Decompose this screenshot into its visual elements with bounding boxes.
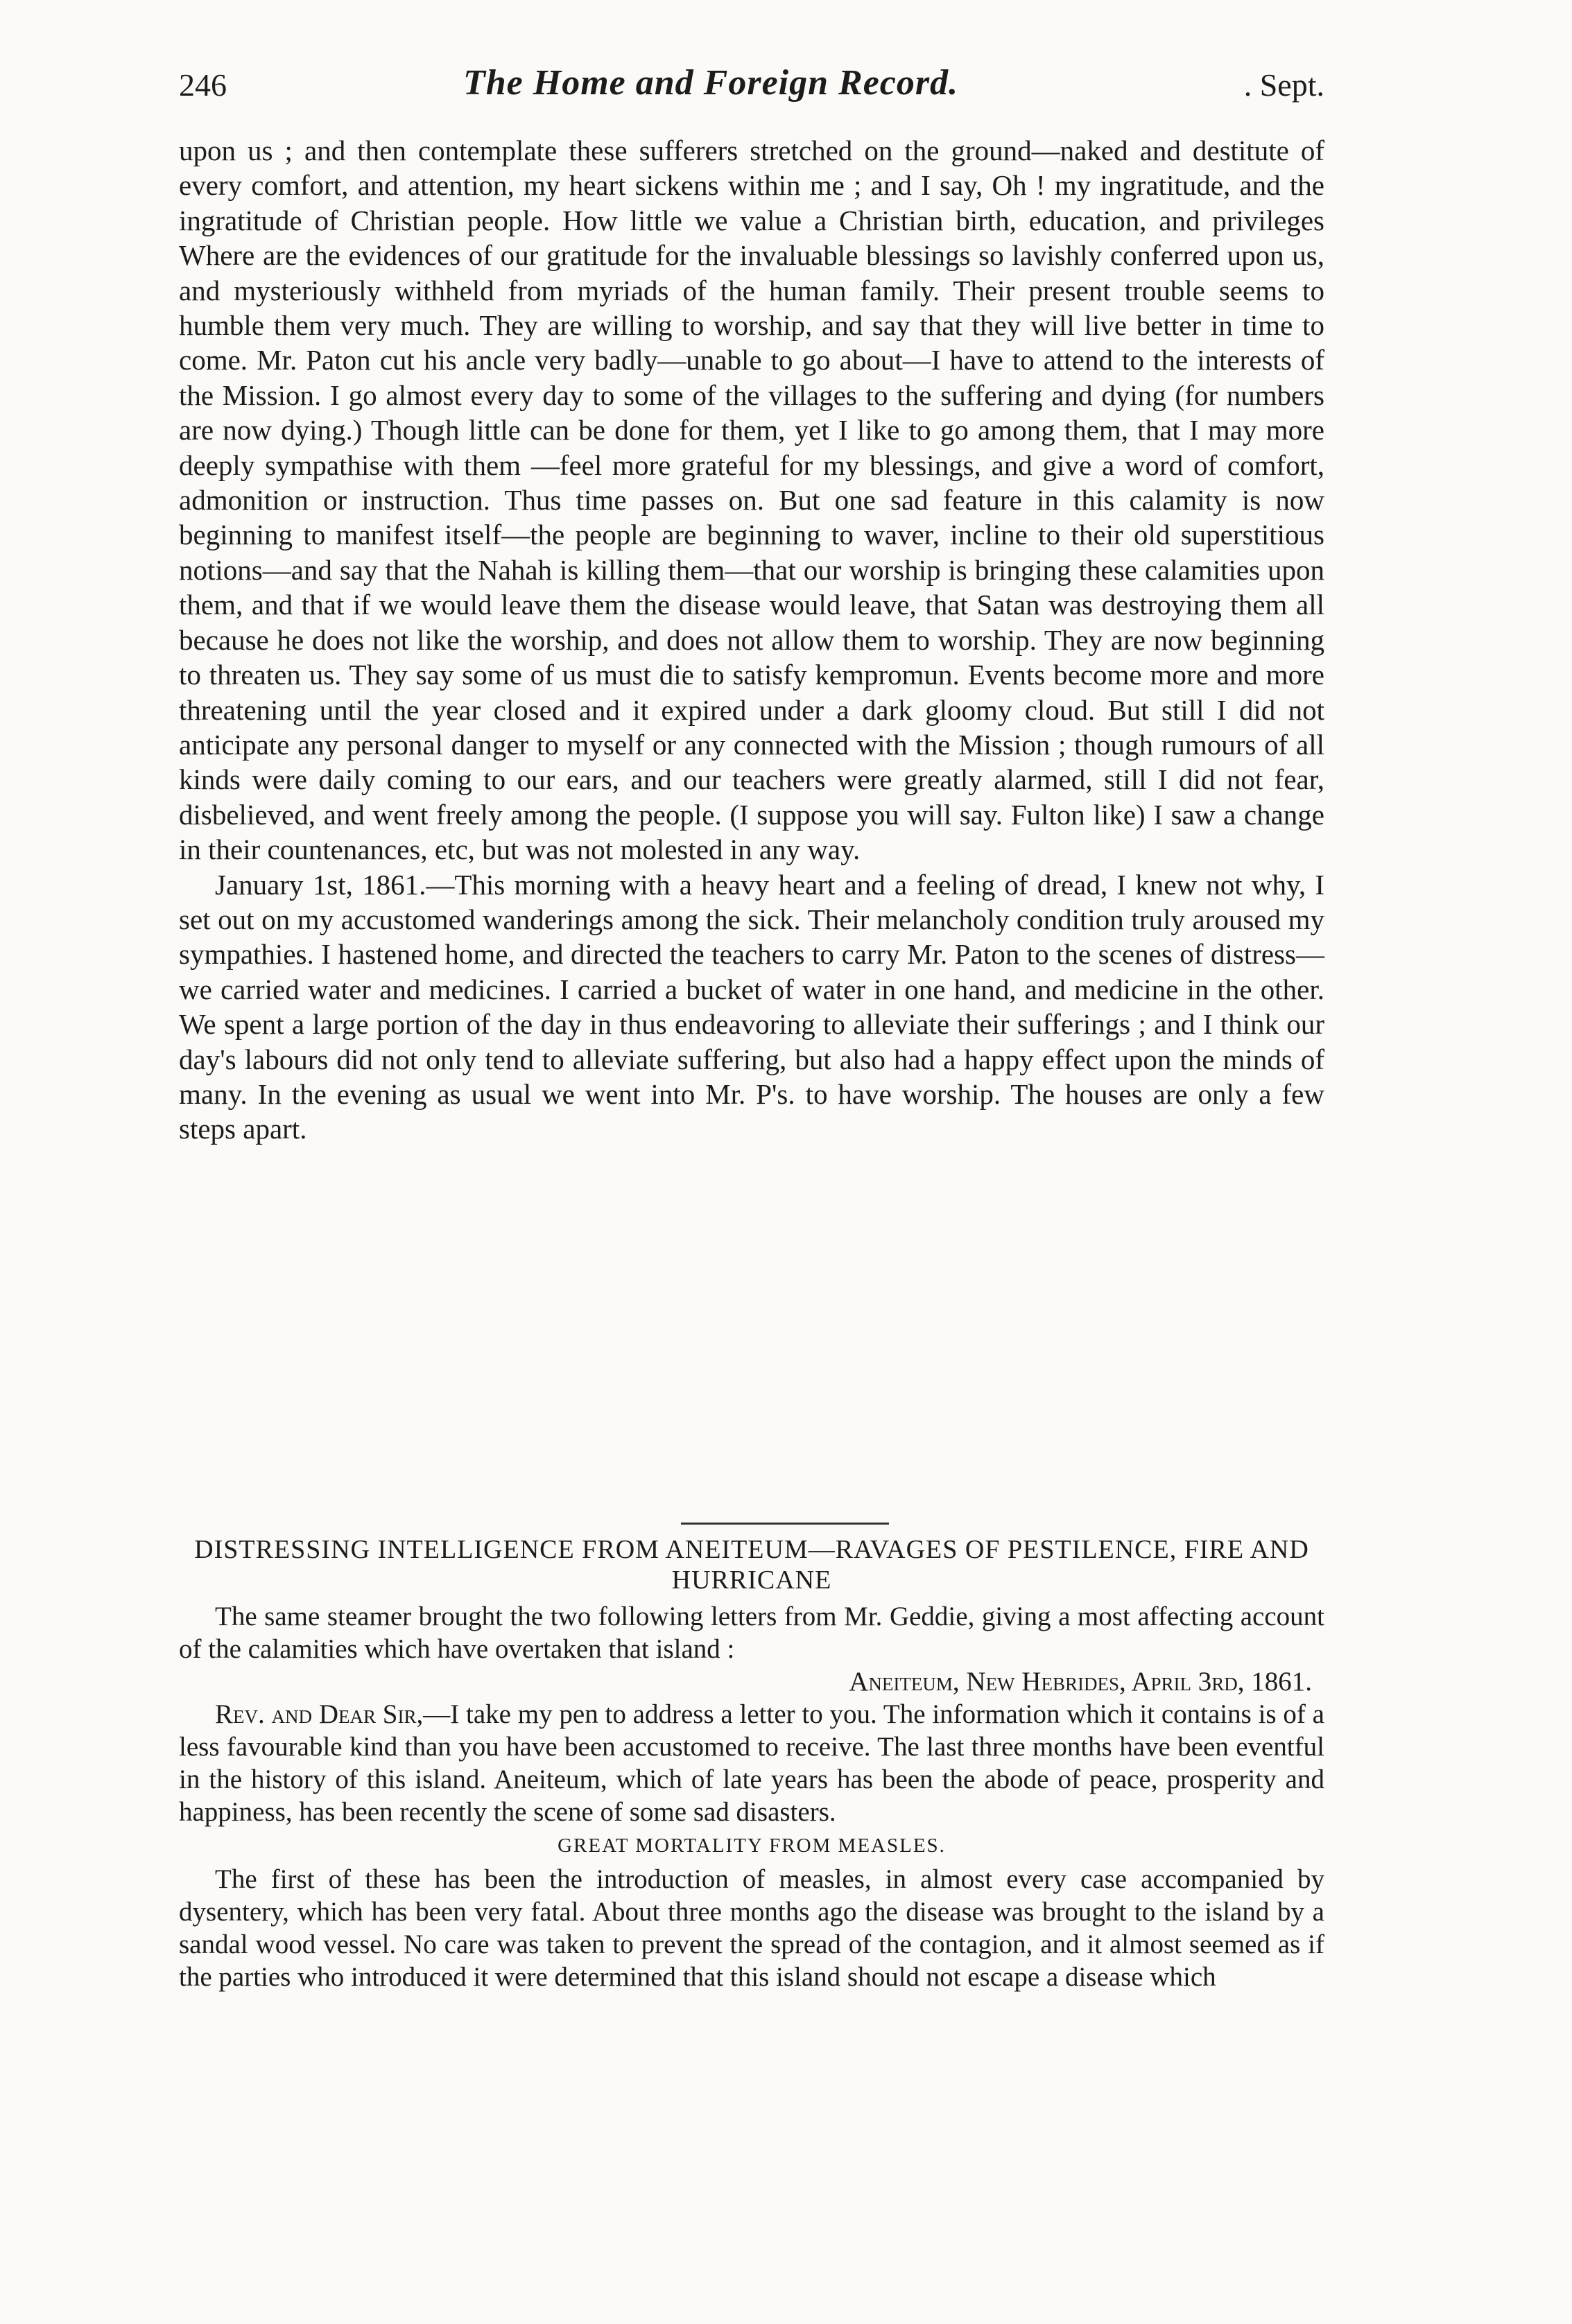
- page-number: 246: [179, 67, 227, 103]
- article-body: [179, 1600, 1324, 1993]
- letter-paragraph: —I take my pen to address a letter to you. The information which it contains is of a less favourable kind than you have been accustomed to receive. The last three months have been eventful in the history of this island. Aneiteum, which of late years has been the abode of peace, prosperity and happiness, has been recently the scene of some sad disasters.: [179, 1699, 1324, 1827]
- section-divider: [681, 1523, 889, 1525]
- issue-month: . Sept.: [1243, 67, 1324, 103]
- article-intro: The same steamer brought the two following letters from Mr. Geddie, giving a most affecting account of the calamities which have overtaken that island :: [179, 1602, 1324, 1664]
- paragraph: January 1st, 1861.—This morning with a heavy heart and a feeling of dread, I knew not why, I set out on my accustomed wanderings among the sick. Their melancholy condition truly aroused my sympathies. I hastened home, and directed the teachers to carry Mr. Paton to the scenes of distress—we carried water and medicines. I carried a bucket of water in one hand, and medicine in the other. We spent a large portion of the day in thus endeavoring to alleviate their sufferings ; and I think our day's labours did not only tend to alleviate suffering, but also had a happy effect upon the minds of many. In the evening as usual we went into Mr. P's. to have worship. The houses are only a few steps apart.: [179, 868, 1324, 1145]
- letter-paragraph: The first of these has been the introduction of measles, in almost every case accompanied by dysentery, which has been very fatal. About three months ago the disease was brought to the island by a sandal wood vessel. No care was taken to prevent the spread of the contagion, and it almost seemed as if the parties who introduced it were determined that this island should not escape a disease which: [179, 1864, 1324, 1992]
- journal-title: The Home and Foreign Record.: [463, 63, 959, 103]
- running-header: [179, 63, 1324, 115]
- letter-salutation: Rev. and Dear Sir,: [215, 1699, 424, 1729]
- article-headline: DISTRESSING INTELLIGENCE FROM ANEITEUM—RAVAGES OF PESTILENCE, FIRE AND HURRICANE: [194, 1535, 1309, 1595]
- letter-continuation: [179, 133, 1324, 1147]
- section-subheading: GREAT MORTALITY FROM MEASLES.: [558, 1835, 946, 1857]
- letter-dateline: Aneiteum, New Hebrides, April 3rd, 1861.: [849, 1667, 1312, 1697]
- paragraph: upon us ; and then contemplate these sufferers stretched on the ground—naked and destitute of every comfort, and attention, my heart sickens within me ; and I say, Oh ! my ingratitude, and the ingratitude of Christian people. How little we value a Christian birth, education, and privileges Where are the evidences of our gratitude for the invaluable blessings so lavishly conferred upon us, and mysteriously withheld from myriads of the human family. Their present trouble seems to humble them very much. They are willing to worship, and say that they will live better in time to come. Mr. Paton cut his ancle very badly—unable to go about—I have to attend to the interests of the Mission. I go almost every day to some of the villages to the suffering and dying (for numbers are now dying.) Though little can be done for them, yet I like to go among them, that I may more deeply sympathise with them —feel more grateful for my blessings, and give a word of comfort, admonition or instruction. Thus time passes on. But one sad feature in this calamity is now beginning to manifest itself—the people are beginning to waver, incline to their old superstitious notions—and say that the Nahah is killing them—that our worship is bringing these calamities upon them, and that if we would leave them the disease would leave, that Satan was destroying them all because he does not like the worship, and does not allow them to worship. They are now beginning to threaten us. They say some of us must die to satisfy kempromun. Events become more and more threatening until the year closed and it expired under a dark gloomy cloud. But still I did not anticipate any personal danger to myself or any connected with the Mission ; though rumours of all kinds were daily coming to our ears, and our teachers were greatly alarmed, still I did not fear, disbelieved, and went freely among the people. (I suppose you will say. Fulton like) I saw a change in their countenances, etc, but was not molested in any way.: [179, 135, 1324, 866]
